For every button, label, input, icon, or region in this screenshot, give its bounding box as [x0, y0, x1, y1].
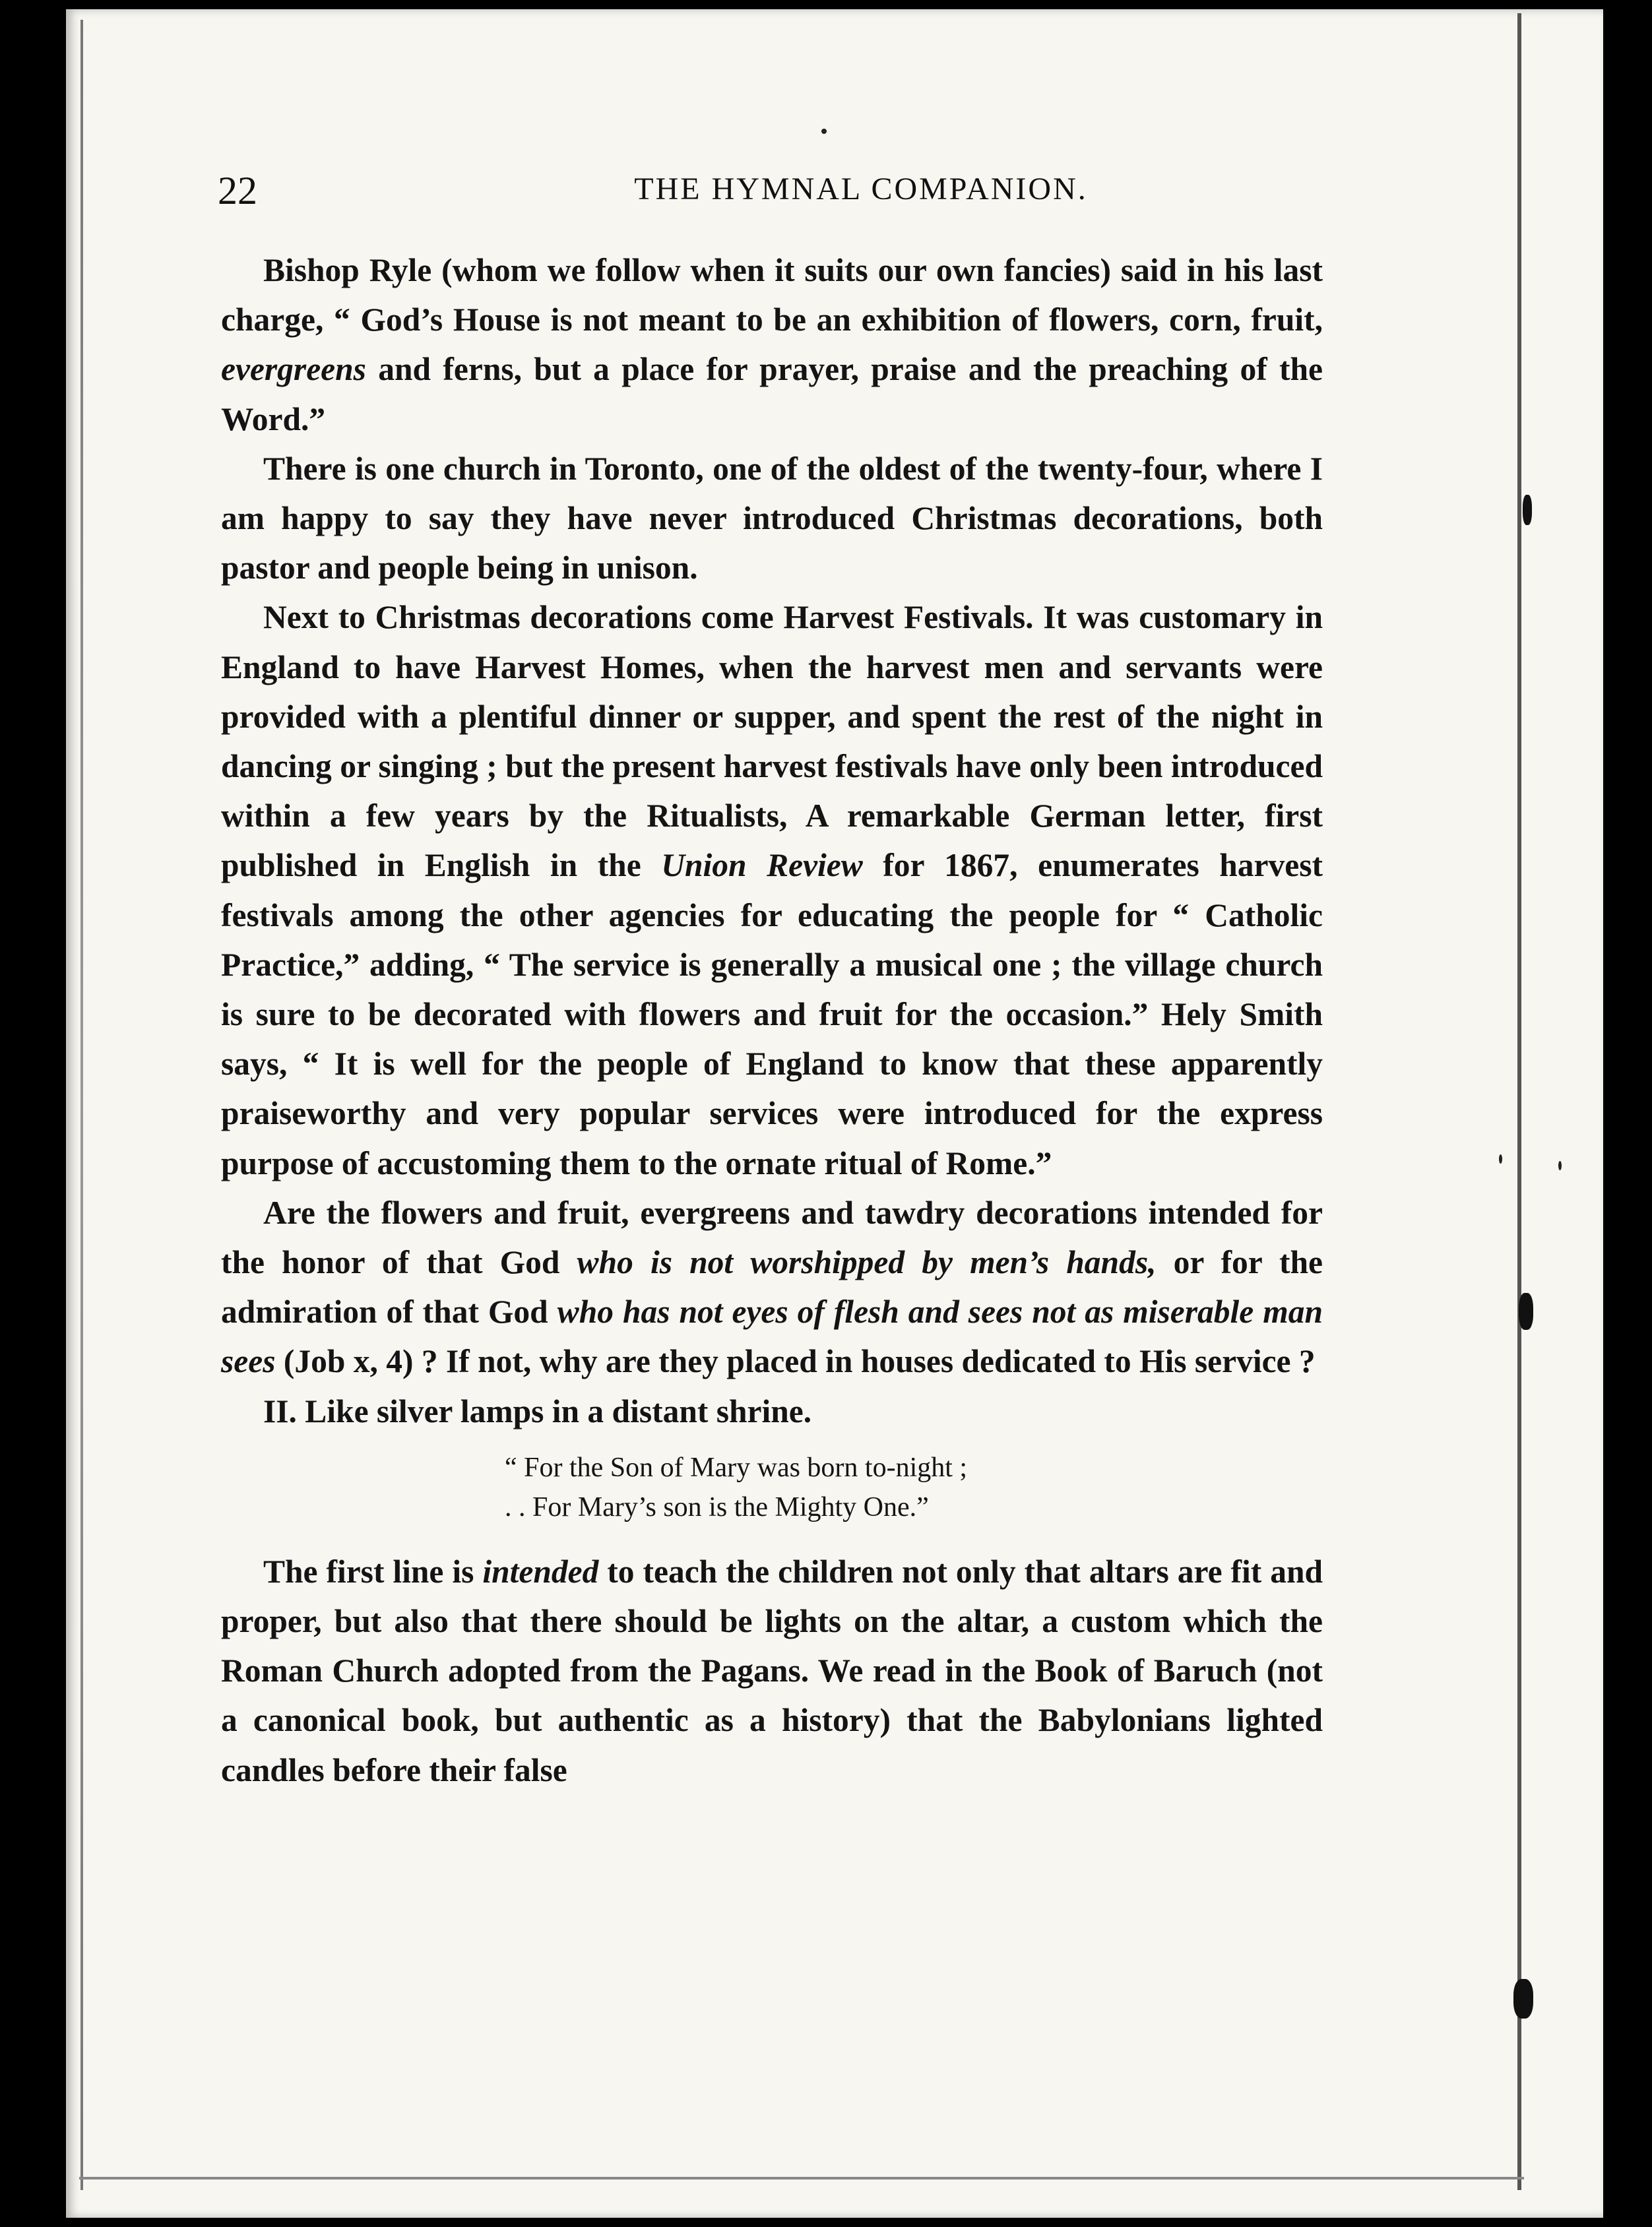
italic-run: evergreens — [221, 351, 366, 388]
quote-line: “ For the Son of Mary was born to-night ; — [505, 1452, 968, 1483]
text-run: Bishop Ryle (whom we follow when it suits our own fancies) said in his last charge, “ God’s House is not meant to be an exhibition of flowers, corn, fruit, — [221, 252, 1323, 338]
text-run: to teach the children not only that altars are fit and proper, but also that there should be lights on the altar, a custom which the Roman Church adopted from the Pagans. We read in the Book of Baruch (not a canonical book, but authentic as a history) that the Babylonians lighted candles before their false — [221, 1553, 1323, 1788]
italic-run: Union Review — [661, 847, 863, 884]
specks — [1499, 1154, 1502, 1164]
body-text — [221, 245, 1323, 1795]
specks — [1558, 1161, 1562, 1170]
binding-mark — [1513, 1979, 1533, 2019]
italic-run: who has not eyes of flesh and sees not as miserable man sees — [221, 1294, 1323, 1380]
text-run: and ferns, but a place for prayer, praise and the preaching of the Word.” — [221, 351, 1323, 437]
page-gutter-edge — [1517, 13, 1521, 2190]
paragraph: II. Like silver lamps in a distant shrine. — [263, 1393, 812, 1429]
paragraph — [221, 1188, 1323, 1387]
page-bottom-edge — [79, 2177, 1524, 2180]
page-number: 22 — [218, 169, 257, 212]
paragraph: There is one church in Toronto, one of the oldest of the twenty-four, where I am happy to say they have never introduced Christmas decorations, both pastor and people being in unison. — [221, 450, 1323, 586]
italic-run: who is not worshipped by men’s hands, — [577, 1244, 1157, 1281]
page-left-edge — [80, 20, 83, 2190]
quote-line: . . For Mary’s son is the Mighty One.” — [505, 1491, 929, 1522]
hymn-quote — [505, 1448, 1323, 1527]
italic-run: intended — [482, 1553, 599, 1590]
binding-mark — [1519, 1293, 1533, 1330]
text-run: The first line is — [263, 1553, 483, 1590]
page-header — [218, 168, 1504, 214]
text-run: (Job x, 4) ? If not, why are they placed in houses dedicated to His service ? — [275, 1343, 1316, 1380]
paragraph — [221, 245, 1323, 444]
text-run: or for the admiration of that God — [221, 1244, 1323, 1331]
text-run: Are the flowers and fruit, evergreens and tawdry decorations intended for the honor of that God — [221, 1194, 1323, 1281]
specks — [821, 129, 827, 134]
text-run: for 1867, enumerates harvest festivals among the other agencies for educating the people for “ Catholic Practice,” adding, “ The service is generally a musical one ; the village church is sure to be decorated with flowers and fruit for the occasion.” Hely Smith says, “ It is well for the people of England to know that these apparently praiseworthy and very popular services were introduced for the express purpose of accustoming them to the ornate ritual of Rome.” — [221, 847, 1323, 1181]
text-run: Next to Christmas decorations come Harvest Festivals. It was customary in England to have Harvest Homes, when the harvest men and servants were provided with a plentiful dinner or supper, and spent the rest of the night in dancing or singing ; but the present harvest festivals have only been introduced within a few years by the Ritualists, A remarkable German letter, first published in English in the — [221, 599, 1323, 884]
running-title: THE HYMNAL COMPANION. — [634, 172, 1088, 206]
paragraph — [221, 592, 1323, 1187]
binding-mark — [1523, 495, 1532, 525]
paragraph — [221, 1547, 1323, 1795]
